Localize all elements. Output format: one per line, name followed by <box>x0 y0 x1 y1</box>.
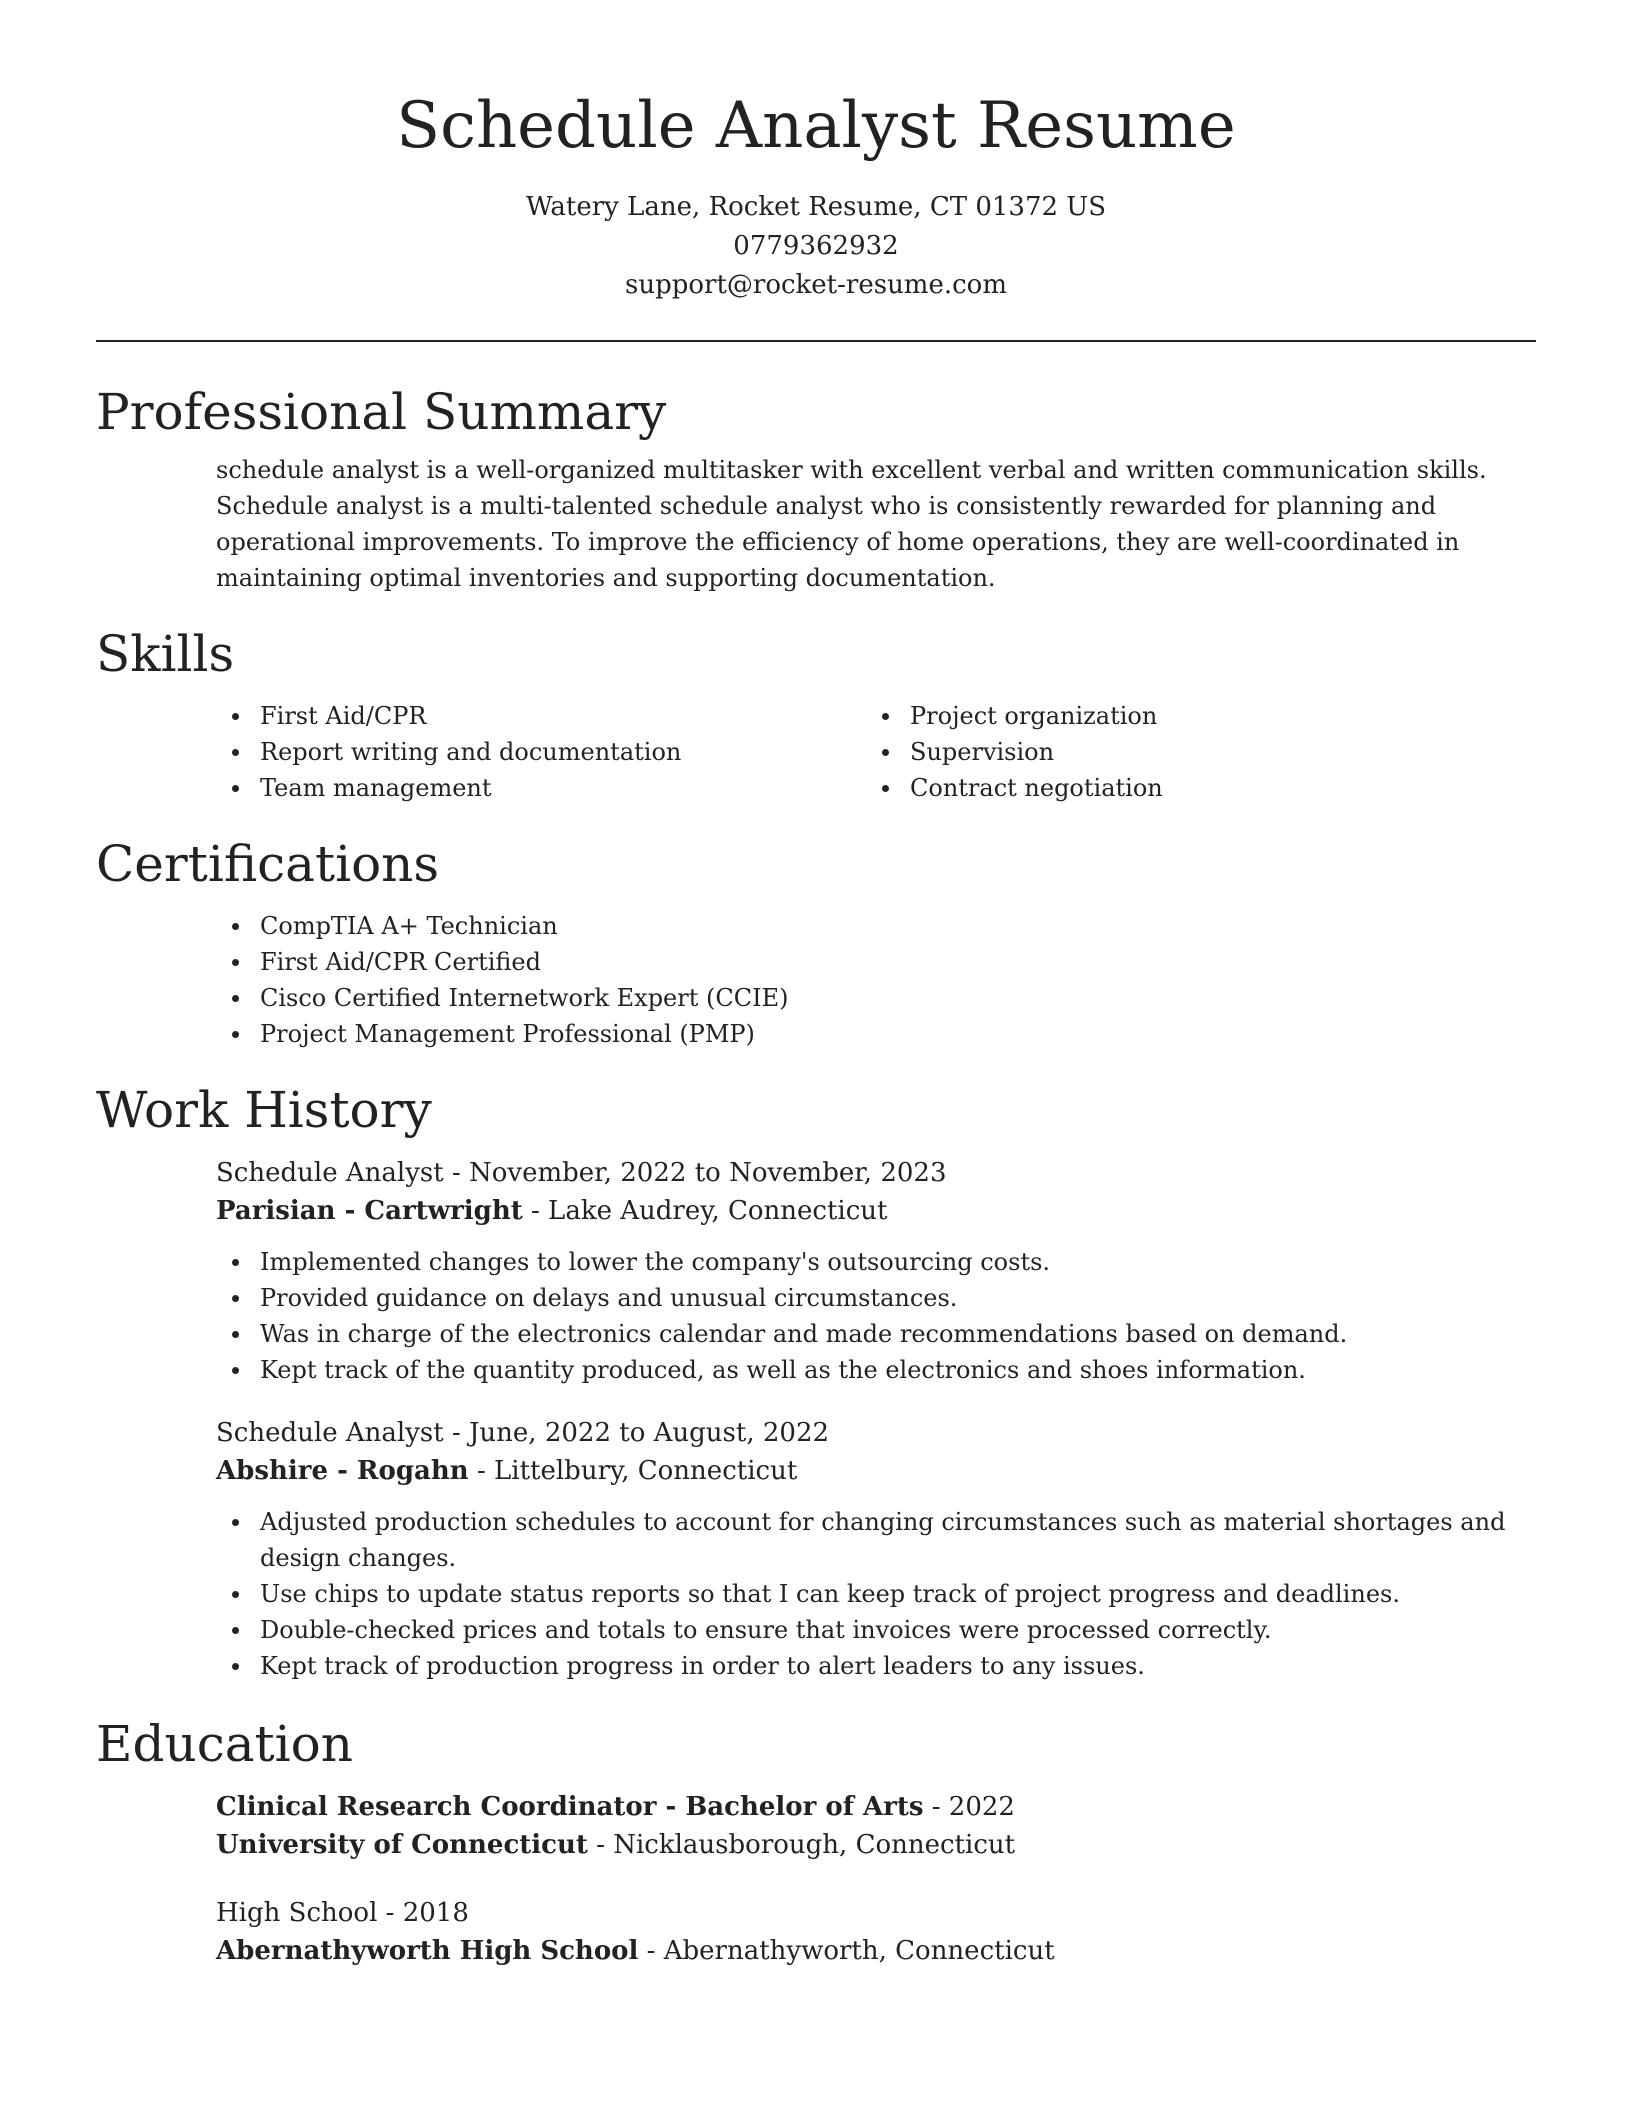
job-duty-item: Kept track of the quantity produced, as well as the electronics and shoes information. <box>216 1352 1516 1388</box>
job-duties-list <box>96 1504 1516 1684</box>
job-role: Schedule Analyst <box>216 1158 444 1188</box>
certification-item: First Aid/CPR Certified <box>216 944 1516 980</box>
job-entry <box>216 1414 1516 1684</box>
summary-section <box>96 378 1536 596</box>
education-year: - 2018 <box>377 1898 469 1928</box>
skills-column-right <box>866 698 1516 806</box>
education-location: - Abernathyworth, Connecticut <box>638 1936 1055 1966</box>
contact-info <box>96 188 1536 305</box>
education-school: University of Connecticut <box>216 1830 588 1860</box>
skill-item: Report writing and documentation <box>216 734 866 770</box>
job-duty-item: Double-checked prices and totals to ensure that invoices were processed correctly. <box>216 1612 1516 1648</box>
certification-item: Cisco Certified Internetwork Expert (CCIE) <box>216 980 1516 1016</box>
certifications-section <box>96 830 1536 1052</box>
job-location: - Littelbury, Connecticut <box>468 1456 798 1486</box>
skills-grid <box>216 698 1516 806</box>
resume-body <box>96 378 1536 2000</box>
job-duty-item: Was in charge of the electronics calendar and made recommendations based on demand. <box>216 1316 1516 1352</box>
certification-item: CompTIA A+ Technician <box>216 908 1516 944</box>
job-role: Schedule Analyst <box>216 1418 444 1448</box>
job-company: Parisian - Cartwright <box>216 1196 523 1226</box>
skill-item: Contract negotiation <box>866 770 1516 806</box>
job-duty-item: Provided guidance on delays and unusual circumstances. <box>216 1280 1516 1316</box>
work-history-heading: Work History <box>96 1081 432 1139</box>
job-duty-item: Use chips to update status reports so that I can keep track of project progress and deadlines. <box>216 1576 1516 1612</box>
job-company-line <box>216 1192 1516 1230</box>
job-title-line <box>216 1414 1516 1452</box>
address: Watery Lane, Rocket Resume, CT 01372 US <box>525 192 1107 222</box>
job-title-line <box>216 1154 1516 1192</box>
job-duties-list <box>96 1244 1516 1388</box>
education-degree: High School <box>216 1898 378 1928</box>
skill-item: First Aid/CPR <box>216 698 866 734</box>
education-heading: Education <box>96 1715 353 1773</box>
skill-item: Supervision <box>866 734 1516 770</box>
education-year: - 2022 <box>923 1792 1015 1822</box>
summary-text: schedule analyst is a well-organized multitasker with excellent verbal and written communication skills. Schedule analyst is a multi-talented schedule analyst who is consistently rewarded for planning and operational improvements. To improve the efficiency of home operations, they are well-coordinated in maintaining optimal inventories and supporting documentation. <box>216 456 1487 592</box>
skills-section <box>96 620 1536 806</box>
header-divider <box>96 340 1536 342</box>
work-history-section <box>96 1076 1536 1684</box>
education-degree: Clinical Research Coordinator - Bachelor of Arts <box>216 1792 924 1822</box>
job-dates: - November, 2022 to November, 2023 <box>443 1158 947 1188</box>
resume-title: Schedule Analyst Resume <box>396 89 1236 163</box>
skills-heading: Skills <box>96 625 235 683</box>
job-dates: - June, 2022 to August, 2022 <box>443 1418 830 1448</box>
skills-column-left <box>216 698 866 806</box>
education-entry <box>216 1894 1516 1970</box>
education-location: - Nicklausborough, Connecticut <box>587 1830 1016 1860</box>
job-company: Abshire - Rogahn <box>216 1456 469 1486</box>
summary-heading: Professional Summary <box>96 383 667 441</box>
skill-item: Team management <box>216 770 866 806</box>
job-company-line <box>216 1452 1516 1490</box>
education-school: Abernathyworth High School <box>216 1936 639 1966</box>
certification-item: Project Management Professional (PMP) <box>216 1016 1516 1052</box>
education-section <box>96 1710 1536 1970</box>
education-degree-line <box>216 1894 1516 1932</box>
certifications-list <box>216 908 1516 1052</box>
phone-number: 0779362932 <box>733 231 899 261</box>
job-duty-item: Implemented changes to lower the company's outsourcing costs. <box>216 1244 1516 1280</box>
education-school-line <box>216 1826 1516 1864</box>
job-entry <box>216 1154 1516 1388</box>
job-location: - Lake Audrey, Connecticut <box>522 1196 888 1226</box>
email-address: support@rocket-resume.com <box>624 270 1007 300</box>
education-school-line <box>216 1932 1516 1970</box>
education-entry <box>216 1788 1516 1864</box>
resume-header <box>96 86 1536 305</box>
job-duty-item: Kept track of production progress in order to alert leaders to any issues. <box>216 1648 1516 1684</box>
education-degree-line <box>216 1788 1516 1826</box>
certifications-heading: Certifications <box>96 835 440 893</box>
job-duty-item: Adjusted production schedules to account for changing circumstances such as material shortages and design changes. <box>216 1504 1516 1576</box>
skill-item: Project organization <box>866 698 1516 734</box>
